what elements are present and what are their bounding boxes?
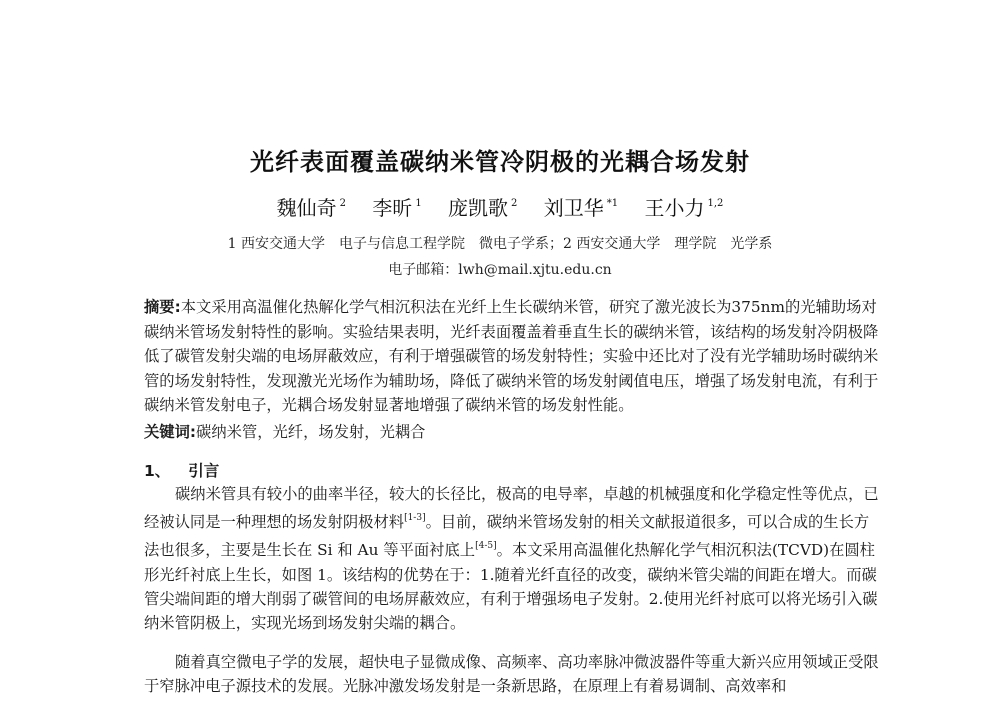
keywords-label: 关键词: xyxy=(144,423,197,441)
keywords-text: 碳纳米管，光纤，场发射，光耦合 xyxy=(196,423,426,441)
citation-ref: [4-5] xyxy=(475,541,497,552)
intro-paragraph-1 xyxy=(144,482,884,635)
author-name: 庞凯歌 xyxy=(448,196,509,220)
abstract-label: 摘要: xyxy=(144,298,181,316)
author-affiliation-mark: 1 xyxy=(415,198,422,209)
section-heading xyxy=(144,459,219,481)
author-affiliation-mark: *1 xyxy=(606,198,619,209)
author-name: 刘卫华 xyxy=(543,196,604,220)
author xyxy=(372,196,421,220)
author-list xyxy=(0,192,1000,221)
abstract-block xyxy=(144,295,884,418)
author xyxy=(544,196,618,220)
author-name: 李昕 xyxy=(372,196,413,220)
author xyxy=(645,196,724,220)
affiliation-line: 1 西安交通大学 电子与信息工程学院 微电子学系；2 西安交通大学 理学院 光学系 xyxy=(227,236,773,252)
intro-text: 。本文采用高温催化热解化学气相沉积法(TCVD)在圆柱形光纤衬底上生长，如图 1。该结构的优势在于：1.随着光纤直径的改变，碳纳米管尖端的间距在增大。而碳管尖端间距的增大削弱了碳管间的电场屏蔽效应，有利于增强场电子发射。2.使用光纤衬底可以将光场引入碳纳米管阴极上，实现光场到场发射尖端的耦合。 xyxy=(144,541,878,633)
author-affiliation-mark: 2 xyxy=(339,198,346,209)
paper-title: 光纤表面覆盖碳纳米管冷阴极的光耦合场发射 xyxy=(250,148,750,176)
author xyxy=(448,196,517,220)
author-name: 王小力 xyxy=(644,196,705,220)
author-affiliation-mark: 2 xyxy=(511,198,518,209)
intro-text: 碳纳米管具有较小的曲率半径，较大的长径比，极高的电导率，卓越的机械强度和化学稳定性等优点，已经被认同是一种理想的场发射阴极材料 xyxy=(144,485,879,532)
contact-email: 电子邮箱：lwh@mail.xjtu.edu.cn xyxy=(388,262,612,278)
citation-ref: [1-3] xyxy=(404,513,426,524)
abstract-text: 本文采用高温催化热解化学气相沉积法在光纤上生长碳纳米管，研究了激光波长为375nm的光辅助场对碳纳米管场发射特性的影响。实验结果表明，光纤表面覆盖着垂直生长的碳纳米管，该结构的场发射冷阴极降低了碳管发射尖端的电场屏蔽效应，有利于增强碳管的场发射特性；实验中还比对了没有光学辅助场时碳纳米管的场发射特性，发现激光光场作为辅助场，降低了碳纳米管的场发射阈值电压，增强了场发射电流，有利于碳纳米管发射电子，光耦合场发射显著地增强了碳纳米管的场发射性能。 xyxy=(144,298,879,414)
keywords-block xyxy=(144,420,884,444)
intro-paragraph-2: 随着真空微电子学的发展，超快电子显微成像、高频率、高功率脉冲微波器件等重大新兴应用领域正受限于窄脉冲电子源技术的发展。光脉冲激发场发射是一条新思路，在原理上有着易调制、高效率和 xyxy=(144,653,879,696)
section-title: 引言 xyxy=(188,462,220,480)
section-number: 1、 xyxy=(144,462,171,480)
author xyxy=(277,196,346,220)
intro-text: 。目前，碳纳米管场发射的相关文献报道很多，可以合成的生长方法也很多，主要是生长在 Si 和 Au 等平面衬底上 xyxy=(144,513,870,560)
author-name: 魏仙奇 xyxy=(276,196,337,220)
author-affiliation-mark: 1,2 xyxy=(707,198,724,209)
